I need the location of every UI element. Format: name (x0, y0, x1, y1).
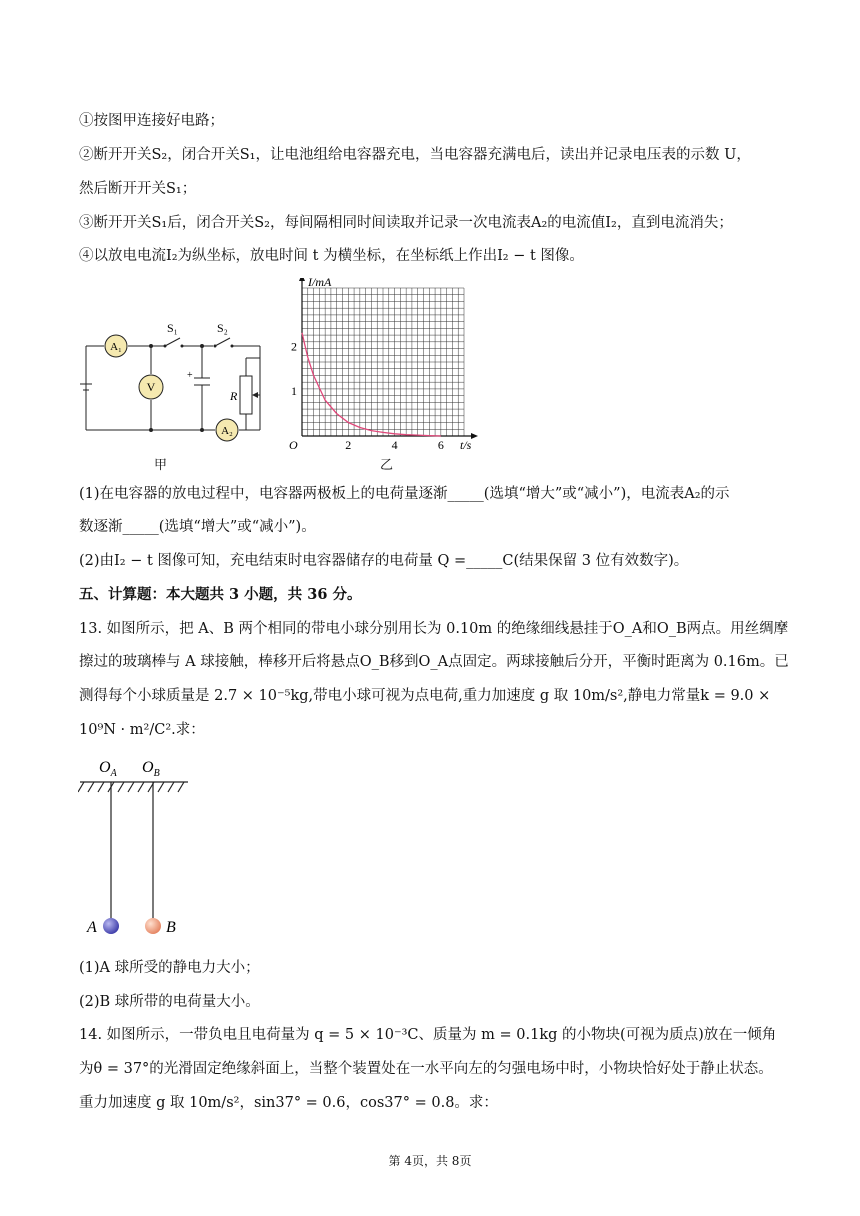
step-2: ②断开开关S₂，闭合开关S₁，让电池组给电容器充电，当电容器充满电后，读出并记录电压表的示数 U， (79, 147, 751, 163)
page-footer: 第 4页，共 8页 (388, 1154, 472, 1168)
problem-14-line-2: 为θ = 37°的光滑固定绝缘斜面上，当整个装置处在一水平向左的匀强电场中时，小物块恰好处于静止状态。 (79, 1061, 773, 1077)
switch-s2-label: S₂ (217, 321, 228, 335)
problem-14-line-3: 重力加速度 g 取 10m/s²，sin37° = 0.6，cos37° = 0.8。求： (79, 1095, 498, 1111)
ball-b-label: B (166, 919, 176, 936)
problem-14-line-1: 14. 如图所示，一带负电且电荷量为 q = 5 × 10⁻³C、质量为 m = 0.1kg 的小物块(可视为质点)放在一倾角 (79, 1027, 777, 1043)
question-1-cont: 数逐渐_____(选填“增大”或“减小”)。 (79, 519, 316, 535)
ammeter-a2-label: A₂ (221, 425, 233, 437)
question-2: (2)由I₂ − t 图像可知，充电结束时电容器储存的电荷量 Q =_____C(结果保留 3 位有效数字)。 (79, 553, 689, 569)
question-1: (1)在电容器的放电过程中，电容器两极板上的电荷量逐渐_____(选填“增大”或“减小”)，电流表A₂的示 (79, 486, 730, 502)
circuit-caption: 甲 (154, 458, 168, 473)
step-3: ③断开开关S₁后，闭合开关S₂，每间隔相同时间读取并记录一次电流表A₂的电流值I₂，直到电流消失； (79, 215, 733, 231)
y-tick-label: 2 (291, 339, 297, 354)
x-axis-arrow (471, 433, 478, 439)
x-tick-label: 4 (391, 438, 398, 452)
origin-label: O (289, 438, 298, 452)
y-axis-arrow (299, 278, 305, 281)
problem-13-q1: (1)A 球所受的静电力大小； (79, 960, 260, 976)
switch-s1-label: S₁ (167, 321, 178, 335)
step-4: ④以放电电流I₂为纵坐标，放电时间 t 为横坐标，在坐标纸上作出I₂ − t 图像。 (79, 248, 584, 264)
ammeter-a1-label: A₁ (110, 341, 122, 353)
problem-13-q2: (2)B 球所带的电荷量大小。 (79, 994, 260, 1010)
voltmeter-label: V (146, 380, 156, 394)
point-ob-label: $O_B$ (142, 759, 160, 779)
y-axis-label: I/mA (308, 278, 332, 289)
point-oa-label: $O_A$ (99, 759, 117, 779)
chart-caption: 乙 (380, 458, 394, 473)
rheostat-label: R (230, 389, 238, 403)
problem-13-line-3: 测得每个小球质量是 2.7 × 10⁻⁵kg,带电小球可视为点电荷,重力加速度 g 取 10m/s²,静电力常量k = 9.0 × (79, 688, 771, 704)
step-1: ①按图甲连接好电路； (79, 113, 224, 129)
y-tick-label: 1 (291, 384, 297, 399)
x-tick-label: 2 (345, 438, 352, 452)
current-time-chart (280, 278, 490, 453)
problem-13-line-2: 擦过的玻璃棒与 A 球接触，棒移开后将悬点O_B移到O_A点固定。两球接触后分开，平衡时距离为 0.16m。已 (79, 654, 789, 670)
x-tick-label: 6 (437, 438, 444, 452)
ball-a-label: A (87, 919, 97, 936)
x-axis-label: t/s (460, 438, 472, 452)
problem-13-line-4: 10⁹N · m²/C².求： (79, 722, 205, 738)
section-heading: 五、计算题：本大题共 3 小题，共 36 分。 (79, 586, 362, 603)
problem-13-line-1: 13. 如图所示，把 A、B 两个相同的带电小球分别用长为 0.10m 的绝缘细线悬挂于O_A和O_B两点。用丝绸摩 (79, 621, 789, 637)
pendulum-figure (78, 752, 198, 942)
step-2-cont: 然后断开开关S₁； (79, 181, 197, 197)
capacitor-plus-label: + (187, 370, 193, 381)
circuit-diagram (78, 318, 278, 448)
